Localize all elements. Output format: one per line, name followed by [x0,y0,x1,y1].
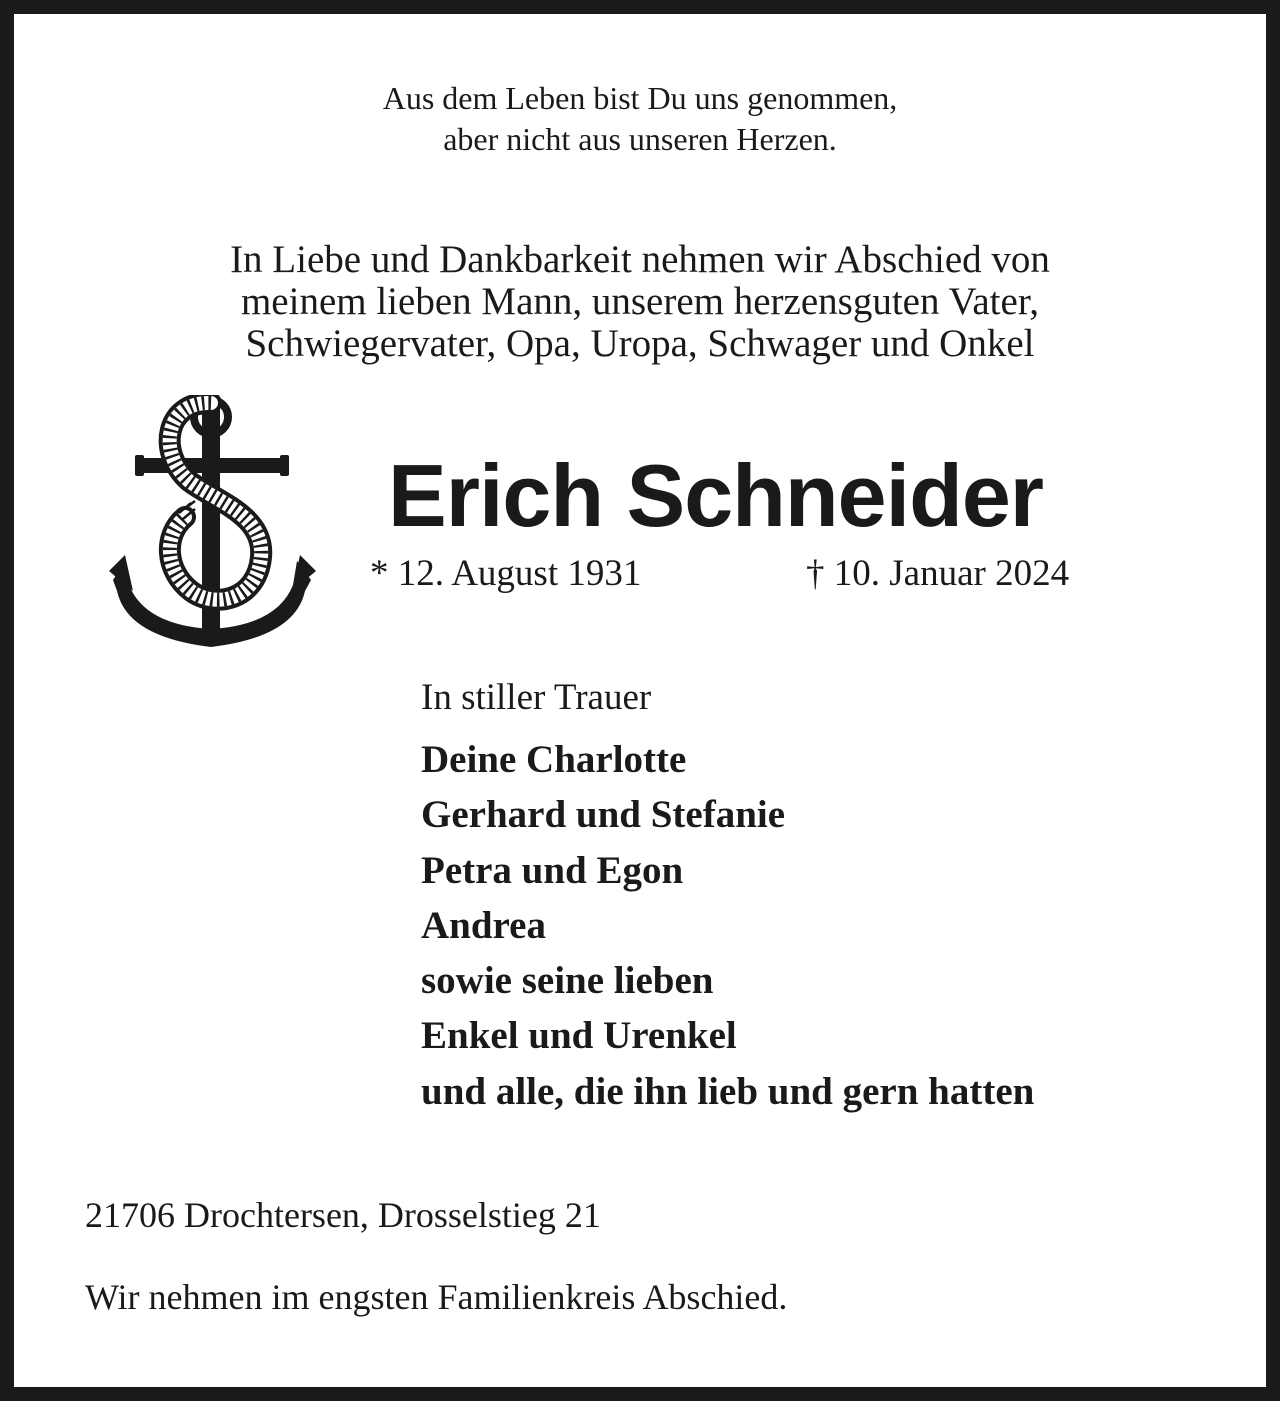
mourner-line: Andrea [421,903,546,947]
deceased-name: Erich Schneider [388,446,1044,545]
mourner-line: sowie seine lieben [421,959,714,1003]
birth-date: * 12. August 1931 [370,553,642,594]
death-date: † 10. Januar 2024 [806,553,1070,594]
mourner-line: Deine Charlotte [421,738,687,781]
anchor-with-rope-icon [105,395,320,653]
mourner-line: Enkel und Urenkel [421,1014,737,1058]
mourners-list [421,732,1034,1119]
mourner-line: Petra und Egon [421,848,684,892]
funeral-notice: Wir nehmen im engsten Familienkreis Abschied. [85,1277,788,1317]
mourner-line: Gerhard und Stefanie [421,793,786,837]
motto-verse [0,78,1280,160]
intro-text [0,239,1280,365]
intro-line: In Liebe und Dankbarkeit nehmen wir Abschied von [230,238,1050,281]
mourner-line: und alle, die ihn lieb und gern hatten [421,1069,1035,1113]
motto-line: aber nicht aus unseren Herzen. [443,121,837,157]
intro-line: meinem lieben Mann, unserem herzensguten Vater, [240,280,1040,323]
motto-line: Aus dem Leben bist Du uns genommen, [382,80,898,116]
intro-line: Schwiegervater, Opa, Uropa, Schwager und Onkel [245,322,1035,365]
family-address: 21706 Drochtersen, Drosselstieg 21 [85,1195,601,1235]
mourning-heading: In stiller Trauer [421,677,652,718]
